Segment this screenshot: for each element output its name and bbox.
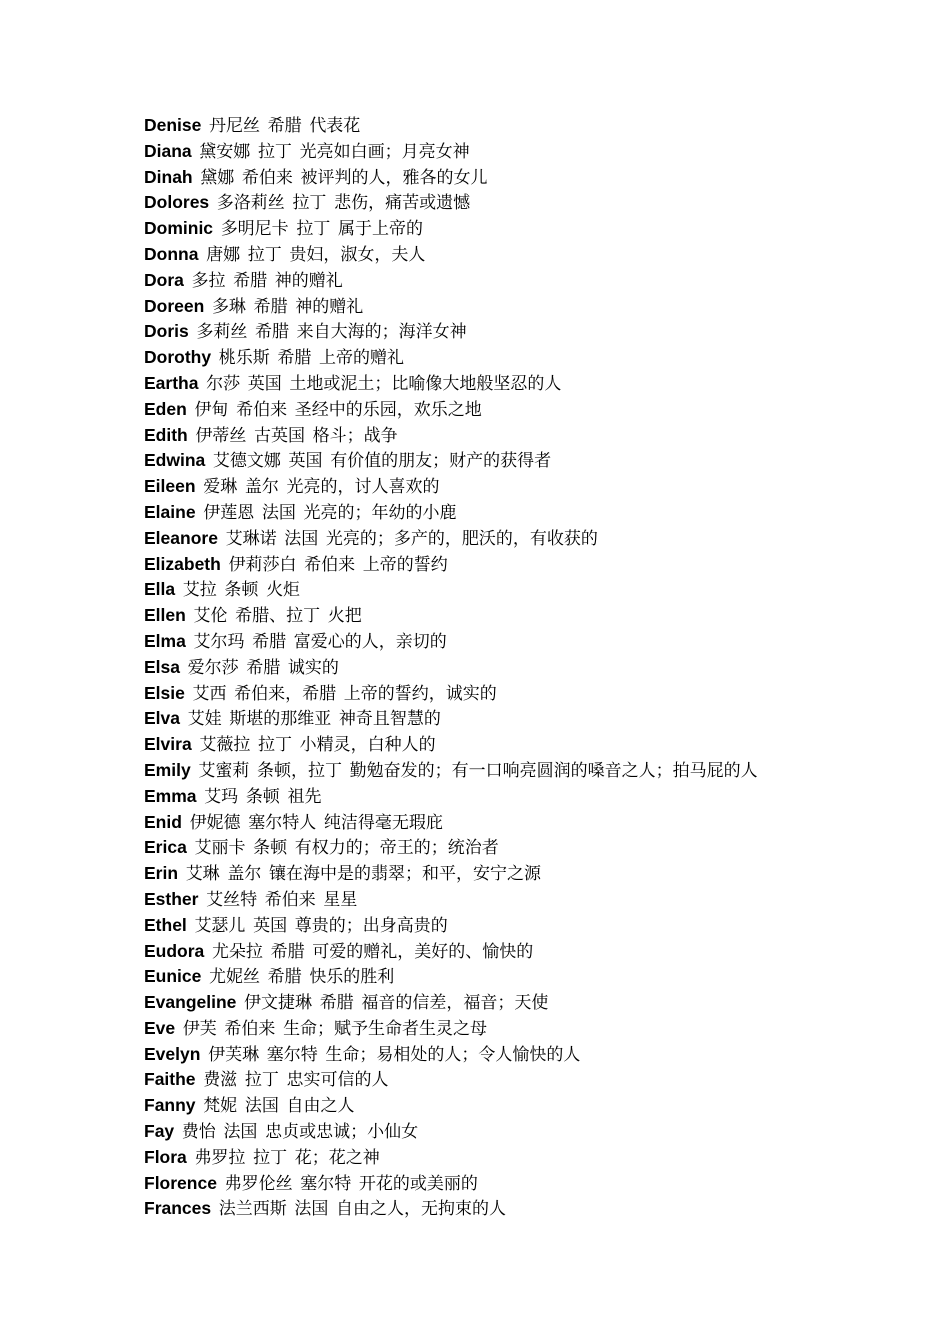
english-name: Evangeline (144, 992, 237, 1013)
chinese-name: 伊芙 (182, 1018, 217, 1039)
chinese-name: 费滋 (203, 1070, 238, 1091)
english-name: Edith (144, 424, 188, 445)
list-item (144, 423, 814, 449)
english-name: Doris (144, 321, 189, 342)
list-item (144, 1196, 814, 1222)
name-meaning: 光亮如白画；月亮女神 (299, 141, 470, 162)
chinese-name: 多拉 (191, 270, 226, 291)
chinese-name: 爱琳 (203, 477, 238, 498)
name-origin: 希腊 (255, 322, 290, 343)
name-meaning: 来自大海的；海洋女神 (296, 322, 467, 343)
name-meaning: 上帝的誓约，诚实的 (343, 683, 497, 704)
list-item (144, 319, 814, 345)
list-item (144, 964, 814, 990)
english-name: Ella (144, 579, 176, 600)
chinese-name: 桃乐斯 (218, 348, 270, 369)
name-meaning: 圣经中的乐园，欢乐之地 (294, 399, 482, 420)
name-origin: 希腊 (267, 967, 302, 988)
chinese-name: 伊莲恩 (203, 502, 255, 523)
name-meaning: 福音的信差，福音；天使 (361, 993, 549, 1014)
name-meaning: 生命；赋予生命者生灵之母 (283, 1018, 488, 1039)
name-origin: 拉丁 (247, 244, 282, 265)
name-meaning: 快乐的胜利 (309, 967, 395, 988)
name-origin: 希腊 (233, 270, 268, 291)
english-name: Elma (144, 630, 186, 651)
name-meaning: 贵妇，淑女，夫人 (289, 244, 426, 265)
name-origin: 希腊 (319, 993, 354, 1014)
english-name: Erin (144, 863, 179, 884)
chinese-name: 艾薇拉 (199, 735, 251, 756)
name-origin: 拉丁 (292, 193, 327, 214)
list-item (144, 190, 814, 216)
chinese-name: 梵妮 (203, 1096, 238, 1117)
list-item (144, 990, 814, 1016)
name-meaning: 纯洁得毫无瑕庇 (323, 812, 443, 833)
chinese-name: 弗罗伦丝 (224, 1173, 293, 1194)
chinese-name: 艾琳诺 (225, 528, 277, 549)
name-origin: 塞尔特 (266, 1044, 318, 1065)
name-origin: 希腊 (253, 296, 288, 317)
name-meaning: 生命；易相处的人；令人愉快的人 (325, 1044, 581, 1065)
name-origin: 法国 (223, 1122, 258, 1143)
list-item (144, 139, 814, 165)
chinese-name: 多明尼卡 (220, 219, 289, 240)
chinese-name: 黛安娜 (199, 141, 251, 162)
english-name: Eartha (144, 372, 199, 393)
list-item (144, 732, 814, 758)
english-name: Eudora (144, 940, 205, 961)
name-meaning: 尊贵的；出身高贵的 (294, 915, 448, 936)
list-item (144, 1145, 814, 1171)
list-item (144, 1171, 814, 1197)
chinese-name: 艾丝特 (206, 889, 258, 910)
english-name: Florence (144, 1172, 217, 1193)
chinese-name: 多莉丝 (196, 322, 248, 343)
name-meaning: 神的赠礼 (295, 296, 364, 317)
chinese-name: 伊文捷琳 (244, 993, 313, 1014)
list-item (144, 784, 814, 810)
name-origin: 法国 (294, 1199, 329, 1220)
chinese-name: 伊莉莎白 (228, 554, 297, 575)
name-origin: 希伯来 (224, 1018, 276, 1039)
list-item (144, 448, 814, 474)
name-meaning: 有权力的；帝王的；统治者 (294, 838, 499, 859)
english-name: Diana (144, 140, 192, 161)
name-meaning: 属于上帝的 (337, 219, 423, 240)
list-item (144, 1042, 814, 1068)
english-name: Eleanore (144, 527, 218, 548)
name-meaning: 忠实可信的人 (286, 1070, 389, 1091)
name-meaning: 勤勉奋发的；有一口响亮圆润的嗓音之人；拍马屁的人 (349, 760, 758, 781)
list-item (144, 552, 814, 578)
chinese-name: 艾丽卡 (194, 838, 246, 859)
name-meaning: 自由之人，无拘束的人 (336, 1199, 507, 1220)
name-origin: 法国 (244, 1096, 279, 1117)
name-origin: 法国 (284, 528, 319, 549)
name-meaning: 上帝的誓约 (362, 554, 448, 575)
chinese-name: 黛娜 (200, 167, 235, 188)
name-meaning: 忠贞或忠诚；小仙女 (265, 1122, 419, 1143)
english-name: Eileen (144, 476, 196, 497)
list-item (144, 939, 814, 965)
name-meaning: 祖先 (287, 786, 322, 807)
chinese-name: 法兰西斯 (218, 1199, 287, 1220)
list-item (144, 165, 814, 191)
name-meaning: 小精灵，白种人的 (299, 735, 436, 756)
list-item (144, 1093, 814, 1119)
name-origin: 希腊 (277, 348, 312, 369)
list-item (144, 835, 814, 861)
name-origin: 斯堪的那维亚 (229, 709, 332, 730)
name-origin: 希伯来，希腊 (234, 683, 337, 704)
english-name: Emma (144, 785, 197, 806)
name-meaning: 被评判的人，雅各的女儿 (300, 167, 488, 188)
list-item (144, 681, 814, 707)
chinese-name: 多琳 (211, 296, 246, 317)
list-item (144, 629, 814, 655)
chinese-name: 艾德文娜 (212, 451, 281, 472)
english-name: Dominic (144, 218, 214, 239)
name-origin: 英国 (247, 373, 282, 394)
english-name: Elaine (144, 501, 196, 522)
name-origin: 盖尔 (244, 477, 279, 498)
name-meaning: 诚实的 (287, 657, 339, 678)
chinese-name: 艾琳 (185, 864, 220, 885)
list-item (144, 861, 814, 887)
name-origin: 希腊 (246, 657, 281, 678)
english-name: Dora (144, 269, 184, 290)
name-meaning: 上帝的赠礼 (319, 348, 404, 369)
chinese-name: 艾尔玛 (193, 631, 245, 652)
english-name: Elsie (144, 682, 185, 703)
name-meaning: 可爱的赠礼，美好的、愉快的 (312, 941, 534, 962)
list-item (144, 1016, 814, 1042)
name-origin: 古英国 (254, 425, 306, 446)
name-meaning: 开花的或美丽的 (358, 1173, 478, 1194)
name-origin: 希腊 (252, 631, 287, 652)
name-origin: 条顿 (253, 838, 288, 859)
chinese-name: 伊甸 (194, 399, 229, 420)
list-item (144, 268, 814, 294)
list-item (144, 655, 814, 681)
name-meaning: 火把 (327, 606, 362, 627)
english-name: Esther (144, 888, 199, 909)
list-item (144, 526, 814, 552)
list-item (144, 216, 814, 242)
list-item (144, 397, 814, 423)
name-meaning: 镶在海中是的翡翠；和平，安宁之源 (268, 864, 541, 885)
chinese-name: 艾拉 (182, 580, 217, 601)
name-origin: 塞尔特 (300, 1173, 352, 1194)
name-meaning: 自由之人 (286, 1096, 355, 1117)
list-item (144, 810, 814, 836)
name-origin: 希伯来 (264, 889, 316, 910)
english-name: Donna (144, 243, 199, 264)
name-meaning: 神的赠礼 (274, 270, 343, 291)
list-item (144, 113, 814, 139)
chinese-name: 唐娜 (206, 244, 241, 265)
list-item (144, 294, 814, 320)
english-name: Fanny (144, 1095, 196, 1116)
english-name: Fay (144, 1121, 175, 1142)
name-meaning: 富爱心的人，亲切的 (293, 631, 447, 652)
chinese-name: 伊芙琳 (208, 1044, 260, 1065)
chinese-name: 多洛莉丝 (216, 193, 285, 214)
name-origin: 拉丁 (244, 1070, 279, 1091)
name-meaning: 花；花之神 (294, 1147, 380, 1168)
chinese-name: 艾伦 (193, 606, 228, 627)
name-meaning: 代表花 (309, 116, 361, 136)
chinese-name: 费怡 (181, 1122, 216, 1143)
list-item (144, 500, 814, 526)
name-origin: 法国 (261, 502, 296, 523)
english-name: Ethel (144, 914, 187, 935)
chinese-name: 弗罗拉 (194, 1147, 246, 1168)
name-meaning: 土地或泥土；比喻像大地般坚忍的人 (289, 373, 562, 394)
name-origin: 希腊 (270, 941, 305, 962)
chinese-name: 艾娃 (187, 709, 222, 730)
list-item (144, 474, 814, 500)
name-origin: 条顿 (245, 786, 280, 807)
english-name: Doreen (144, 295, 205, 316)
name-list (144, 113, 814, 1222)
name-origin: 英国 (288, 451, 323, 472)
chinese-name: 伊蒂丝 (195, 425, 247, 446)
list-item (144, 345, 814, 371)
list-item (144, 1119, 814, 1145)
list-item (144, 371, 814, 397)
english-name: Elvira (144, 734, 192, 755)
list-item (144, 1067, 814, 1093)
list-item (144, 242, 814, 268)
english-name: Edwina (144, 450, 206, 471)
name-origin: 希伯来 (304, 554, 356, 575)
name-origin: 希腊 (267, 116, 302, 136)
english-name: Eunice (144, 966, 202, 987)
name-origin: 希伯来 (236, 399, 288, 420)
english-name: Elsa (144, 656, 180, 677)
english-name: Faithe (144, 1069, 196, 1090)
list-item (144, 887, 814, 913)
chinese-name: 艾瑟儿 (194, 915, 246, 936)
name-origin: 拉丁 (253, 1147, 288, 1168)
name-origin: 拉丁 (296, 219, 331, 240)
english-name: Dinah (144, 166, 193, 187)
chinese-name: 丹尼丝 (209, 116, 261, 136)
name-origin: 条顿，拉丁 (256, 760, 342, 781)
list-item (144, 913, 814, 939)
english-name: Erica (144, 837, 187, 858)
name-origin: 塞尔特人 (248, 812, 317, 833)
name-meaning: 格斗；战争 (312, 425, 398, 446)
english-name: Evelyn (144, 1043, 201, 1064)
list-item (144, 758, 814, 784)
name-meaning: 光亮的；年幼的小鹿 (303, 502, 457, 523)
name-origin: 条顿 (224, 580, 259, 601)
english-name: Elva (144, 708, 180, 729)
english-name: Dorothy (144, 347, 212, 368)
name-meaning: 星星 (323, 889, 358, 910)
english-name: Emily (144, 759, 191, 780)
list-item (144, 603, 814, 629)
english-name: Elizabeth (144, 553, 221, 574)
chinese-name: 艾玛 (204, 786, 239, 807)
chinese-name: 尤妮丝 (209, 967, 261, 988)
english-name: Dolores (144, 192, 210, 213)
name-meaning: 悲伤，痛苦或遗憾 (334, 193, 471, 214)
english-name: Flora (144, 1146, 187, 1167)
chinese-name: 艾西 (192, 683, 227, 704)
english-name: Eve (144, 1017, 176, 1038)
name-meaning: 光亮的；多产的，肥沃的，有收获的 (325, 528, 598, 549)
chinese-name: 爱尔莎 (187, 657, 239, 678)
name-meaning: 神奇且智慧的 (338, 709, 441, 730)
list-item (144, 706, 814, 732)
chinese-name: 尤朵拉 (211, 941, 263, 962)
name-origin: 希腊、拉丁 (235, 606, 321, 627)
english-name: Eden (144, 398, 187, 419)
english-name: Ellen (144, 605, 186, 626)
chinese-name: 伊妮德 (189, 812, 241, 833)
name-origin: 英国 (253, 915, 288, 936)
list-item (144, 577, 814, 603)
name-origin: 盖尔 (227, 864, 262, 885)
name-origin: 拉丁 (257, 735, 292, 756)
chinese-name: 尔莎 (206, 373, 241, 394)
chinese-name: 艾蜜莉 (198, 760, 250, 781)
name-meaning: 有价值的朋友；财产的获得者 (330, 451, 552, 472)
name-origin: 拉丁 (257, 141, 292, 162)
english-name: Denise (144, 115, 202, 135)
name-meaning: 火炬 (266, 580, 301, 601)
name-meaning: 光亮的，讨人喜欢的 (286, 477, 440, 498)
english-name: Frances (144, 1198, 212, 1219)
name-origin: 希伯来 (241, 167, 293, 188)
english-name: Enid (144, 811, 182, 832)
